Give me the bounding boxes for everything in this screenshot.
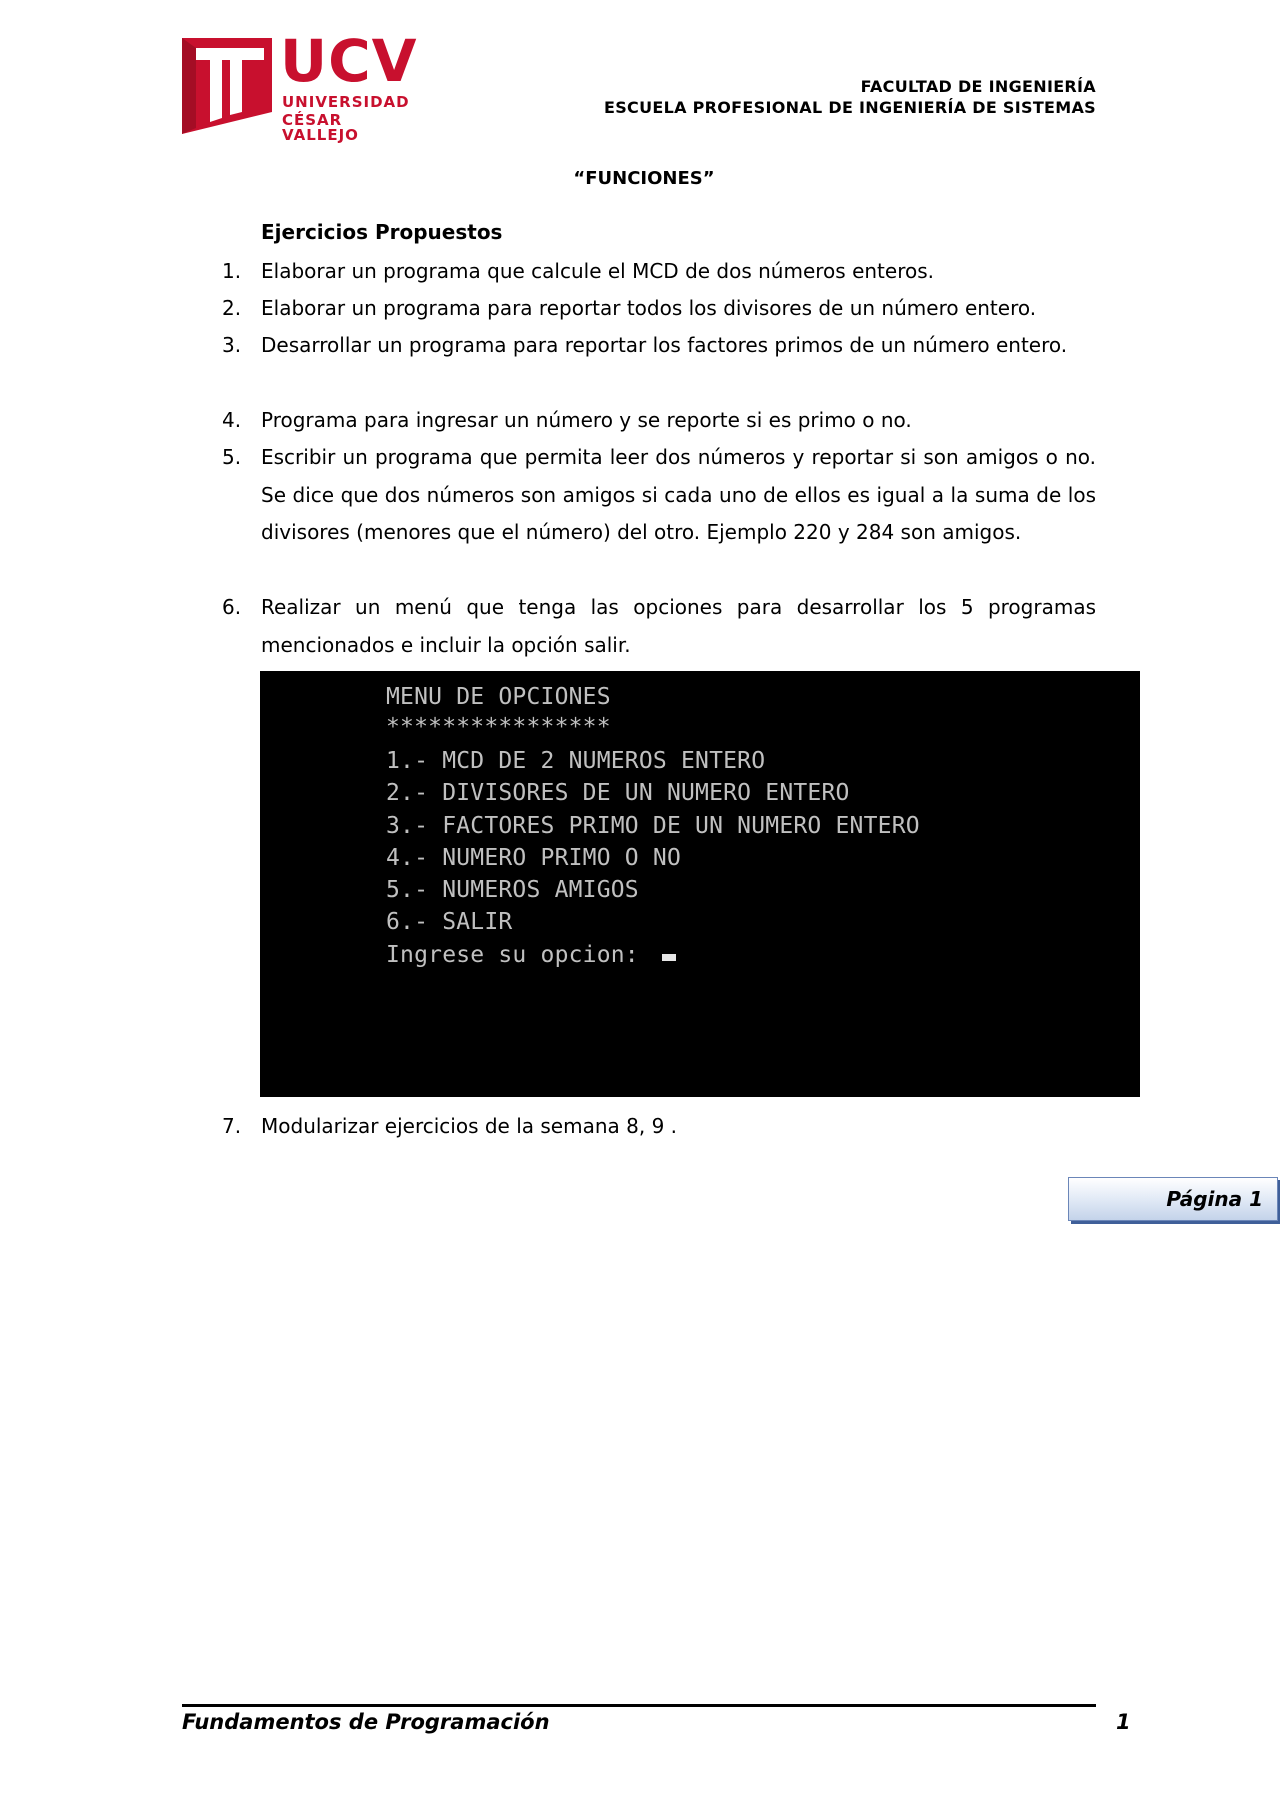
exercise-number: 4. xyxy=(222,408,242,432)
logo-line-1: UNIVERSIDAD xyxy=(282,93,410,111)
exercise-number: 7. xyxy=(222,1114,242,1138)
faculty-header xyxy=(604,76,1096,118)
school-name: ESCUELA PROFESIONAL DE INGENIERÍA DE SISTEMAS xyxy=(603,98,1096,117)
faculty-name: FACULTAD DE INGENIERÍA xyxy=(860,77,1096,96)
console-line: 4.- NUMERO PRIMO O NO xyxy=(386,845,681,871)
console-line: 6.- SALIR xyxy=(386,909,513,935)
exercise-item xyxy=(222,290,1096,328)
console-line: 5.- NUMEROS AMIGOS xyxy=(386,877,639,903)
footer-page-number: 1 xyxy=(1116,1710,1131,1734)
exercise-text: Elaborar un programa que calcule el MCD de dos números enteros. xyxy=(261,259,934,283)
exercise-item xyxy=(222,327,1096,365)
exercise-item xyxy=(222,439,1096,552)
exercise-number: 5. xyxy=(222,445,242,469)
section-heading: Ejercicios Propuestos xyxy=(261,220,503,244)
university-logo xyxy=(182,27,418,144)
exercise-text: Realizar un menú que tenga las opciones para desarrollar los 5 programas mencionados e incluir la opción salir. xyxy=(261,595,1096,657)
footer-divider xyxy=(182,1704,1096,1707)
console-line: MENU DE OPCIONES xyxy=(386,684,611,710)
page-label-box xyxy=(1068,1177,1278,1221)
exercise-text: Programa para ingresar un número y se reporte si es primo o no. xyxy=(261,408,912,432)
page-label: Página 1 xyxy=(1166,1187,1263,1211)
exercise-item xyxy=(222,402,1096,440)
console-line: 3.- FACTORES PRIMO DE UN NUMERO ENTERO xyxy=(386,813,920,839)
console-line: 2.- DIVISORES DE UN NUMERO ENTERO xyxy=(386,780,850,806)
console-line: **************** xyxy=(386,714,611,740)
exercise-number: 2. xyxy=(222,296,242,320)
exercise-number: 1. xyxy=(222,259,242,283)
logo-line-2: CÉSAR VALLEJO xyxy=(282,111,359,144)
footer-course: Fundamentos de Programación xyxy=(182,1710,550,1734)
document-title: “FUNCIONES” xyxy=(573,168,715,189)
exercise-text: Escribir un programa que permita leer dos números y reportar si son amigos o no. Se dice que dos números son amigos si cada uno de ellos es igual a la suma de los divisores (menores que el número) del otro. Ejemplo 220 y 284 son amigos. xyxy=(261,445,1096,544)
console-screenshot xyxy=(260,671,1140,1097)
cursor-icon xyxy=(662,954,676,961)
console-line: 1.- MCD DE 2 NUMEROS ENTERO xyxy=(386,748,766,774)
exercise-number: 6. xyxy=(222,595,242,619)
exercise-text: Elaborar un programa para reportar todos los divisores de un número entero. xyxy=(261,296,1037,320)
exercise-item xyxy=(222,589,1096,664)
exercise-item xyxy=(222,1108,1096,1146)
exercise-text: Desarrollar un programa para reportar los factores primos de un número entero. xyxy=(261,333,1068,357)
exercise-text: Modularizar ejercicios de la semana 8, 9 . xyxy=(261,1114,678,1138)
console-prompt: Ingrese su opcion: xyxy=(386,942,639,968)
exercise-item xyxy=(222,253,1096,291)
ucv-shield-icon xyxy=(182,38,272,134)
logo-wordmark: UCV xyxy=(280,27,418,95)
exercise-number: 3. xyxy=(222,333,242,357)
